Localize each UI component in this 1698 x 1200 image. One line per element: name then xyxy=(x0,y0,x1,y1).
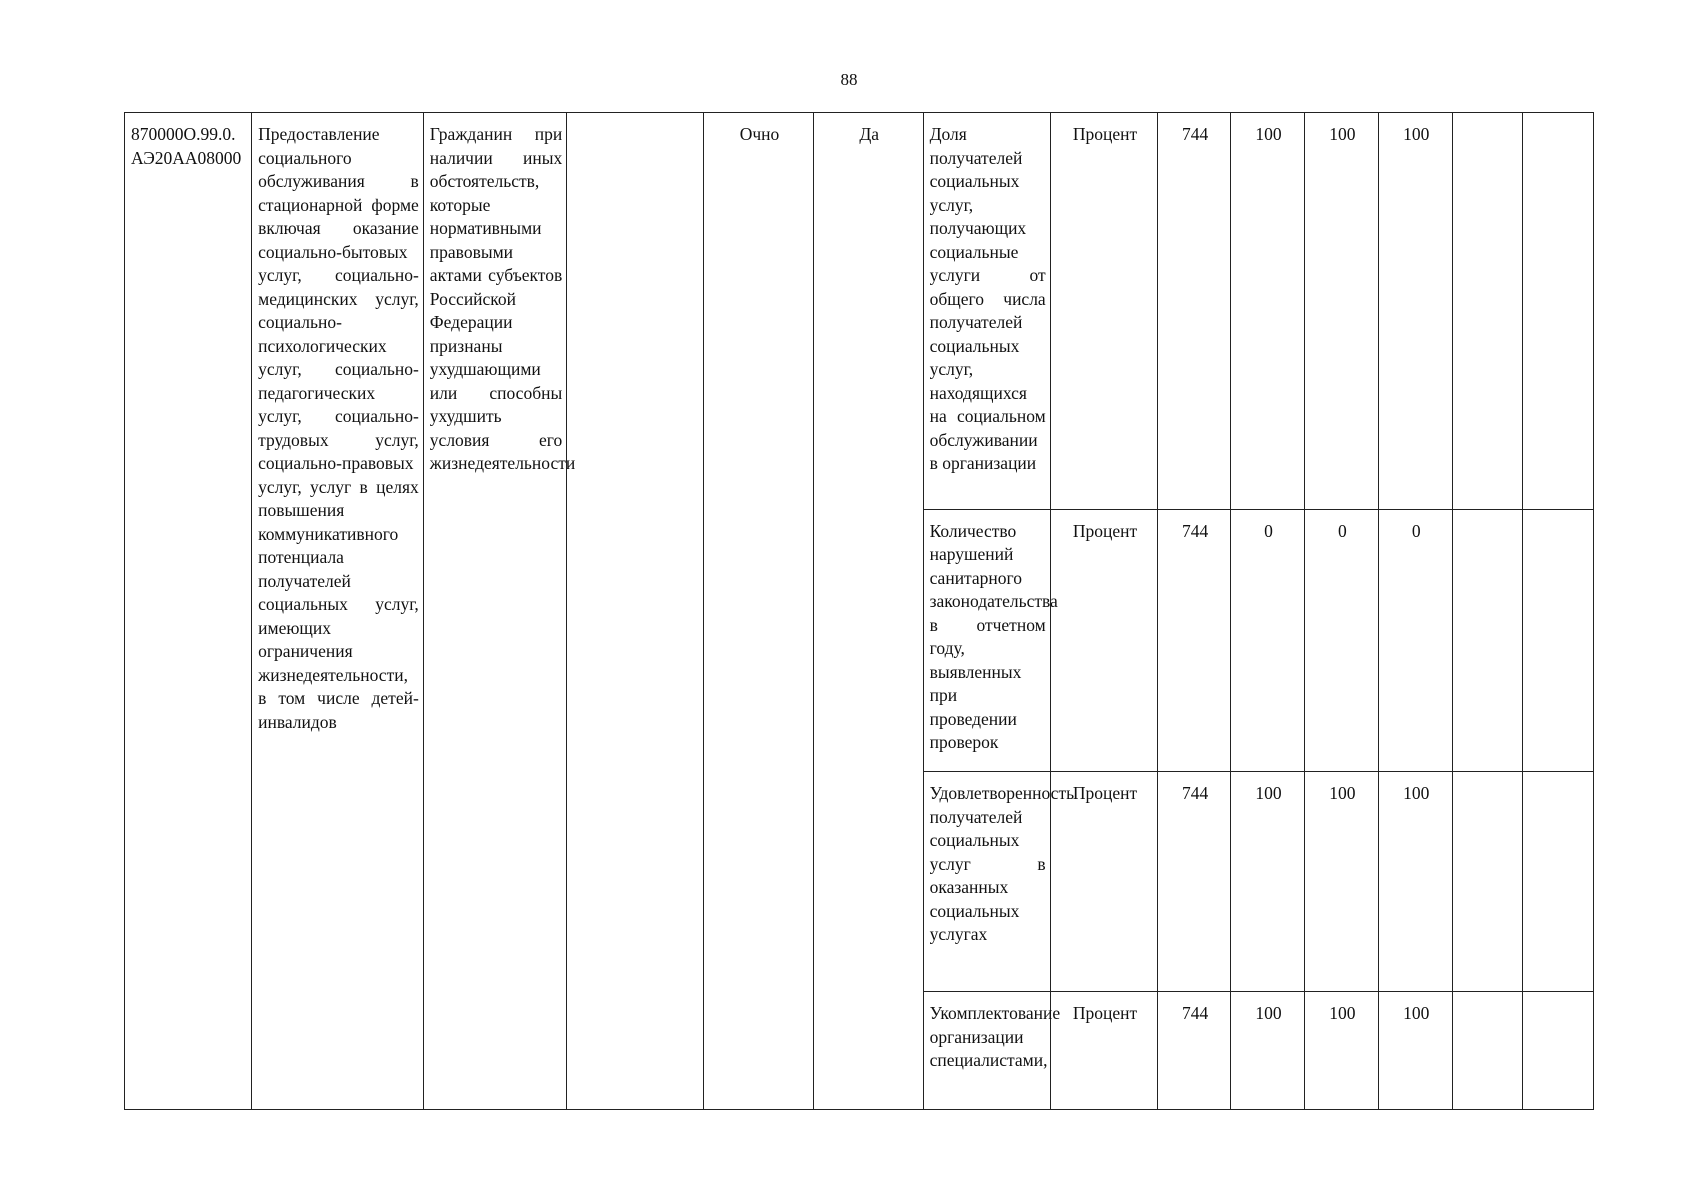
recipient-category-cell: Гражданин при наличии иных обстоятельств, которые нормативными правовыми актами субъектов Российской Федерации признаны ухудшающими или способны ухудшить условия его жизнедеятельности xyxy=(423,113,566,1110)
empty-cell xyxy=(1452,772,1523,992)
table-row xyxy=(125,113,1594,510)
value-cell: 100 xyxy=(1378,772,1452,992)
okei-code-cell: 744 xyxy=(1158,509,1231,771)
empty-cell xyxy=(1523,509,1594,771)
indicator-name-cell: Доля получателей социальных услуг, получающих социальные услуги от общего числа получателей социальных услуг, находящихся на социальном обслуживании в организации xyxy=(923,113,1050,510)
value-cell: 100 xyxy=(1378,992,1452,1110)
unit-cell: Процент xyxy=(1050,509,1158,771)
value-cell: 100 xyxy=(1378,113,1452,510)
empty-cell xyxy=(1452,113,1523,510)
value-cell: 0 xyxy=(1304,509,1378,771)
value-cell: 0 xyxy=(1231,509,1305,771)
service-form-cell: Очно xyxy=(704,113,814,1110)
flag-cell: Да xyxy=(813,113,923,1110)
value-cell: 100 xyxy=(1304,992,1378,1110)
value-cell: 100 xyxy=(1231,113,1305,510)
registry-code-cell: 870000О.99.0.АЭ20АА08000 xyxy=(125,113,252,1110)
service-name-cell: Предоставление социального обслуживания в стационарной форме включая оказание социально-бытовых услуг, социально-медицинских услуг, социально-психологических услуг, социально-педагогических услуг, социально-трудовых услуг, социально-правовых услуг, услуг в целях повышения коммуникативного потенциала получателей социальных услуг, имеющих ограничения жизнедеятельности, в том числе детей-инвалидов xyxy=(252,113,424,1110)
okei-code-cell: 744 xyxy=(1158,113,1231,510)
empty-cell xyxy=(567,113,704,1110)
okei-code-cell: 744 xyxy=(1158,772,1231,992)
okei-code-cell: 744 xyxy=(1158,992,1231,1110)
indicator-name-cell: Укомплектование организации специалистами, xyxy=(923,992,1050,1110)
unit-cell: Процент xyxy=(1050,772,1158,992)
unit-cell: Процент xyxy=(1050,992,1158,1110)
service-indicators-table xyxy=(124,112,1594,1110)
value-cell: 100 xyxy=(1231,992,1305,1110)
value-cell: 100 xyxy=(1304,113,1378,510)
empty-cell xyxy=(1452,509,1523,771)
indicator-name-cell: Количество нарушений санитарного законодательства в отчетном году, выявленных при проведении проверок xyxy=(923,509,1050,771)
empty-cell xyxy=(1523,772,1594,992)
indicator-name-cell: Удовлетворенность получателей социальных услуг в оказанных социальных услугах xyxy=(923,772,1050,992)
empty-cell xyxy=(1452,992,1523,1110)
value-cell: 0 xyxy=(1378,509,1452,771)
empty-cell xyxy=(1523,992,1594,1110)
page-number: 88 xyxy=(840,70,858,89)
value-cell: 100 xyxy=(1304,772,1378,992)
unit-cell: Процент xyxy=(1050,113,1158,510)
value-cell: 100 xyxy=(1231,772,1305,992)
empty-cell xyxy=(1523,113,1594,510)
